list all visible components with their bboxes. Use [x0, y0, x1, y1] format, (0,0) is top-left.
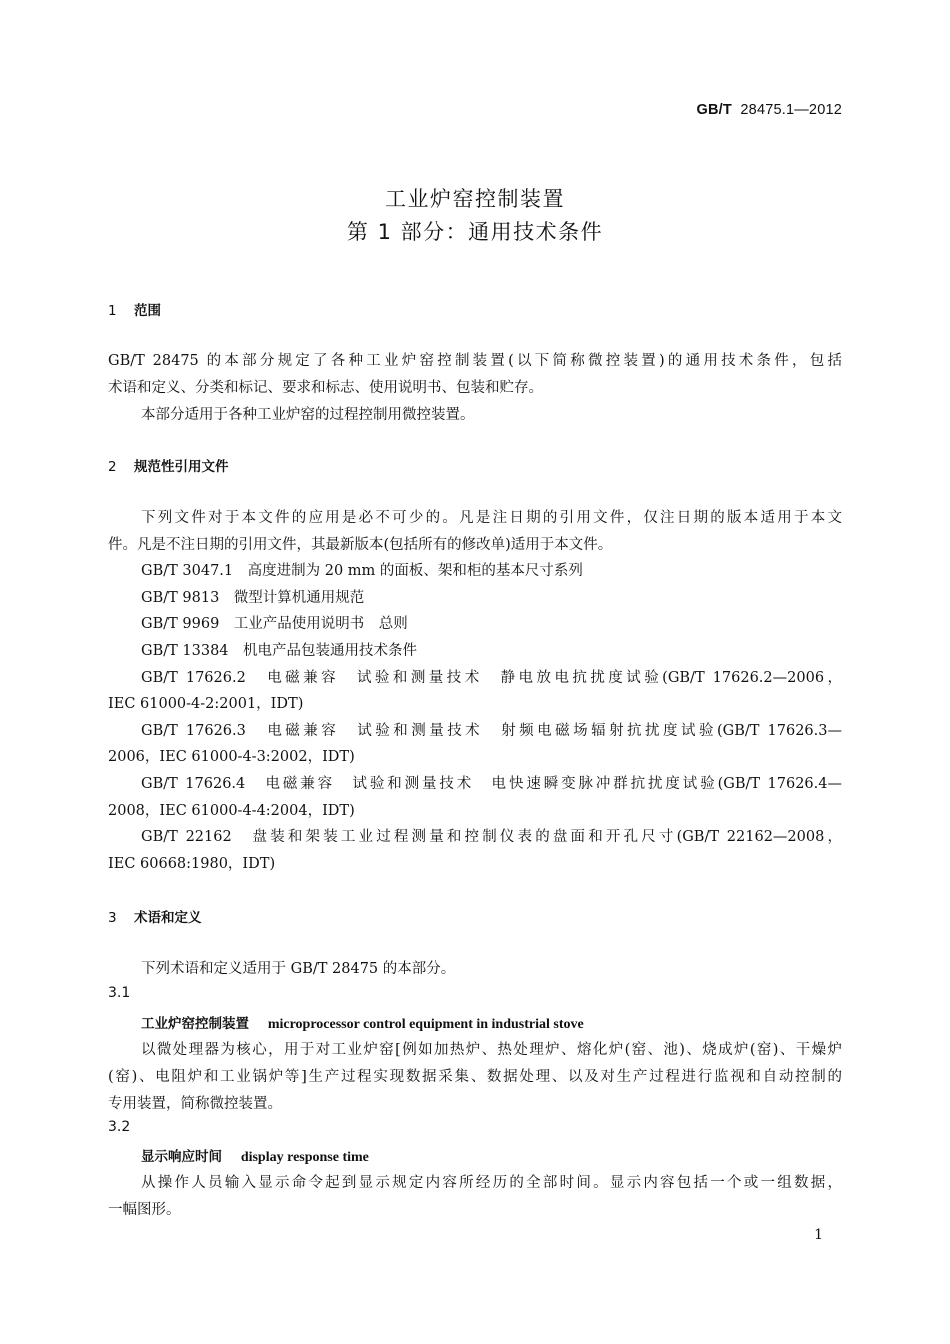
reference-item: GB/T 3047.1 高度进制为 20 mm 的面板、架和柜的基本尺寸系列 [141, 563, 583, 579]
reference-item: GB/T 13384 机电产品包装通用技术条件 [141, 643, 418, 659]
reference-item: GB/T 17626.3 电磁兼容 试验和测量技术 射频电磁场辐射抗扰度试验(GB/T 17626.3— [141, 723, 842, 739]
page-number: 1 [814, 1227, 823, 1243]
reference-item: GB/T 17626.2 电磁兼容 试验和测量技术 静电放电抗扰度试验(GB/T 17626.2—2006， [141, 670, 842, 686]
paragraph-line: 以微处理器为核心，用于对工业炉窑[例如加热炉、热处理炉、熔化炉(窑、池)、烧成炉(窑)、干燥炉 [141, 1042, 842, 1058]
reference-item-continued: 2006，IEC 61000-4-3:2002，IDT) [108, 749, 355, 765]
paragraph-line: 一幅图形。 [108, 1202, 181, 1218]
paragraph-line: 本部分适用于各种工业炉窑的过程控制用微控装置。 [141, 407, 475, 423]
reference-item: GB/T 22162 盘装和架装工业过程测量和控制仪表的盘面和开孔尺寸(GB/T 22162—2008， [141, 829, 842, 845]
section-title: 规范性引用文件 [134, 459, 229, 475]
paragraph-line: 从操作人员输入显示命令起到显示规定内容所经历的全部时间。显示内容包括一个或一组数据， [141, 1175, 842, 1191]
term-number: 3.2 [108, 1119, 131, 1135]
section-number: 2 [108, 459, 117, 475]
reference-item: GB/T 17626.4 电磁兼容 试验和测量技术 电快速瞬变脉冲群抗扰度试验(GB/T 17626.4— [141, 776, 842, 792]
document-title: 工业炉窑控制装置 [385, 187, 565, 211]
paragraph-line: 专用装置，简称微控装置。 [108, 1096, 282, 1112]
term-chinese: 显示响应时间 [141, 1149, 222, 1165]
reference-item-continued: IEC 60668:1980，IDT) [108, 856, 276, 872]
section-number: 3 [108, 910, 117, 926]
term-number: 3.1 [108, 985, 131, 1001]
paragraph-line: 术语和定义、分类和标记、要求和标志、使用说明书、包装和贮存。 [108, 380, 543, 396]
paragraph-line: 下列文件对于本文件的应用是必不可少的。凡是注日期的引用文件，仅注日期的版本适用于本文 [141, 510, 842, 526]
section-heading-normative-references [108, 455, 229, 475]
term-english: display response time [240, 1150, 369, 1165]
section-title: 术语和定义 [134, 910, 202, 926]
term-english: microprocessor control equipment in industrial stove [267, 1017, 584, 1032]
term-heading [141, 1145, 369, 1166]
reference-item-continued: IEC 61000-4-2:2001，IDT) [108, 696, 304, 712]
paragraph-line: GB/T 28475 的本部分规定了各种工业炉窑控制装置(以下简称微控装置)的通用技术条件，包括 [108, 353, 842, 369]
term-chinese: 工业炉窑控制装置 [141, 1016, 249, 1032]
term-heading [141, 1012, 584, 1033]
paragraph-line: 下列术语和定义适用于 GB/T 28475 的本部分。 [141, 961, 456, 977]
document-subtitle: 第 1 部分：通用技术条件 [346, 220, 604, 244]
reference-item: GB/T 9969 工业产品使用说明书 总则 [141, 616, 408, 632]
section-heading-terms [108, 906, 202, 926]
standard-number [697, 102, 842, 118]
standard-prefix: GB/T [696, 102, 732, 118]
section-heading-scope [108, 299, 161, 319]
section-number: 1 [108, 303, 117, 319]
paragraph-line: (窑)、电阻炉和工业锅炉等]生产过程实现数据采集、数据处理、以及对生产过程进行监视和自动控制的 [108, 1069, 842, 1085]
paragraph-line: 件。凡是不注日期的引用文件，其最新版本(包括所有的修改单)适用于本文件。 [108, 537, 613, 553]
standard-code: 28475.1—2012 [740, 102, 842, 118]
reference-item-continued: 2008，IEC 61000-4-4:2004，IDT) [108, 803, 355, 819]
reference-item: GB/T 9813 微型计算机通用规范 [141, 590, 365, 606]
section-title: 范围 [134, 303, 161, 319]
